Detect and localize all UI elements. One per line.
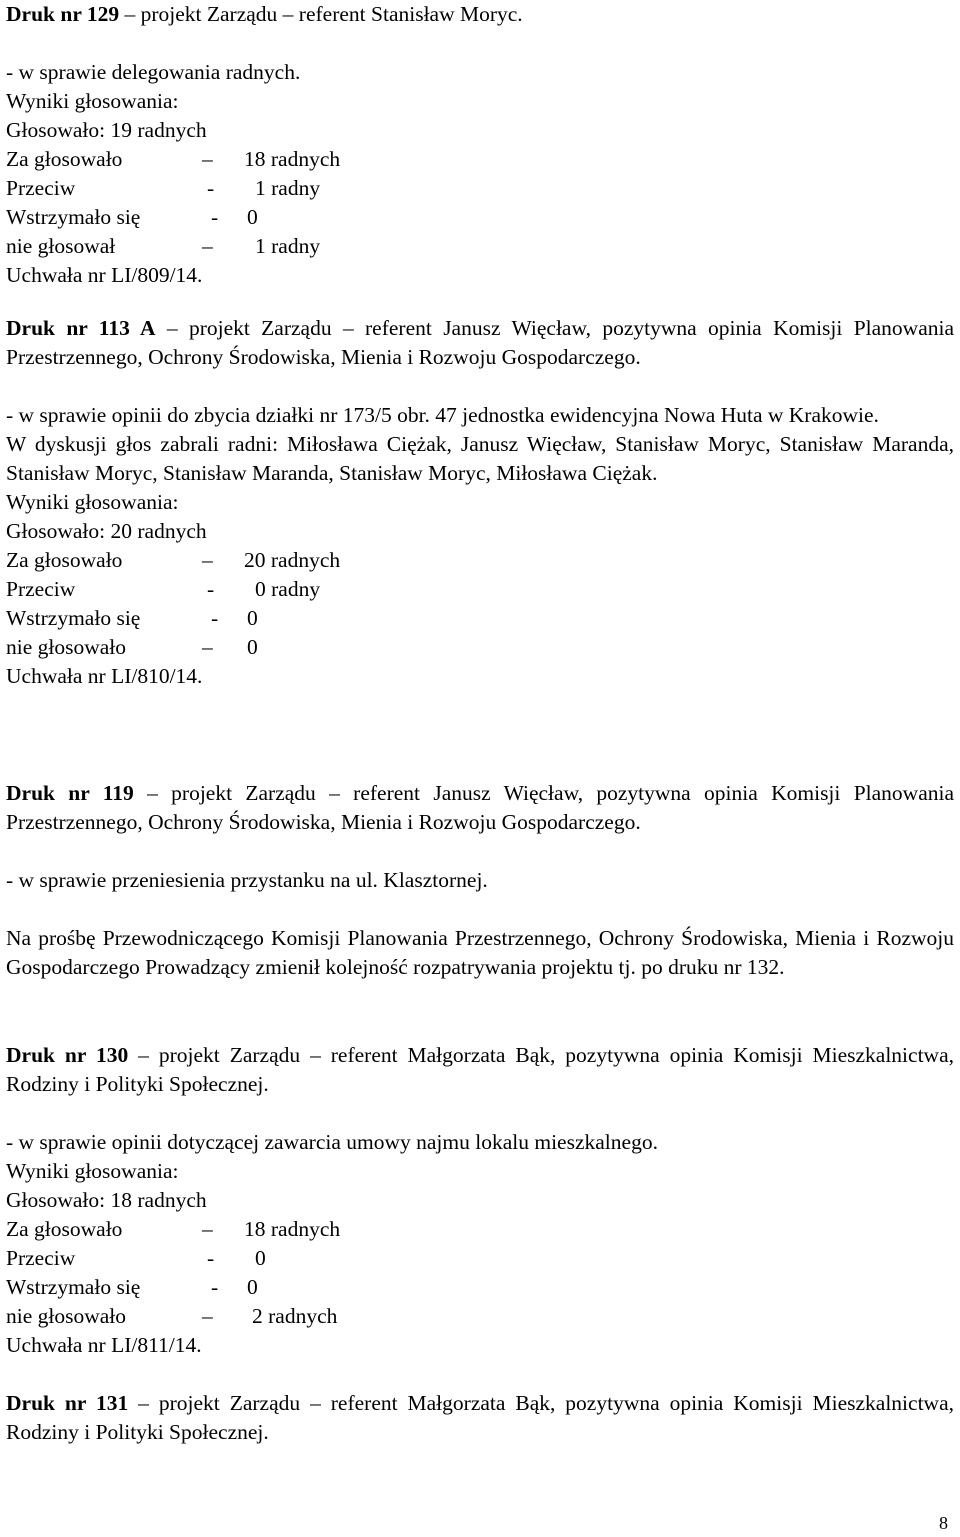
discussion: W dyskusji głos zabrali radni: Miłosława Ciężak, Janusz Więcław, Stanisław Moryc, Stanisław Maranda, Stanisław Moryc, Stanisław Maranda, Stanisław Moryc, Miłosława Ciężak. [6,432,954,485]
votes-against-row [6,174,954,203]
results-title: Wyniki głosowania: [6,89,179,113]
dash: - [211,205,219,229]
votes-for-label: Za głosowało [6,1217,123,1241]
votes-for-value: 20 radnych [244,548,341,572]
votes-total: Głosowało: 19 radnych [6,118,207,142]
page-number: 8 [939,1513,948,1533]
votes-abstain-value: 0 [247,205,258,229]
votes-none-label: nie głosował [6,234,116,258]
dash: - [211,1275,219,1299]
resolution: Uchwała nr LI/809/14. [6,263,203,287]
topic: - w sprawie przeniesienia przystanku na ul. Klasztornej. [6,868,488,892]
dash: - [207,176,215,200]
votes-abstain-row [6,604,954,633]
druk-number: Druk nr 131 [6,1391,129,1415]
votes-total: Głosowało: 20 radnych [6,519,207,543]
votes-for-label: Za głosowało [6,548,123,572]
item-header [6,0,954,29]
item-header [6,314,954,372]
druk-number: Druk nr 119 [6,781,134,805]
resolution: Uchwała nr LI/810/14. [6,664,203,688]
dash: – [202,147,213,171]
votes-none-label: nie głosowało [6,1304,127,1328]
votes-for-label: Za głosowało [6,147,123,171]
header-text: – projekt Zarządu – referent Janusz Więcław, pozytywna opinia Komisji Planowania Przestrzennego, Ochrony Środowiska, Mienia i Rozwoju Gospodarczego. [6,781,954,834]
dash: – [202,635,213,659]
druk-number: Druk nr 130 [6,1043,129,1067]
dash: – [202,234,213,258]
votes-against-label: Przeciw [6,577,76,601]
votes-abstain-label: Wstrzymało się [6,1275,141,1299]
results-title: Wyniki głosowania: [6,490,179,514]
votes-against-value: 1 radny [255,176,321,200]
item-druk-113a [6,314,954,691]
votes-none-label: nie głosowało [6,635,127,659]
dash: - [207,1246,215,1270]
druk-number: Druk nr 113 A [6,316,156,340]
item-druk-130 [6,1041,954,1360]
item-druk-129 [6,0,954,290]
votes-abstain-label: Wstrzymało się [6,606,141,630]
votes-abstain-row [6,1273,954,1302]
resolution: Uchwała nr LI/811/14. [6,1333,202,1357]
votes-for-row [6,1215,954,1244]
votes-against-label: Przeciw [6,1246,76,1270]
votes-against-row [6,1244,954,1273]
item-header [6,779,954,837]
votes-abstain-label: Wstrzymało się [6,205,141,229]
dash: - [207,577,215,601]
results-title: Wyniki głosowania: [6,1159,179,1183]
votes-for-row [6,145,954,174]
votes-against-row [6,575,954,604]
dash: – [202,1217,213,1241]
note: Na prośbę Przewodniczącego Komisji Planowania Przestrzennego, Ochrony Środowiska, Mienia i Rozwoju Gospodarczego Prowadzący zmienił kolejność rozpatrywania projektu tj. po druku nr 132. [6,926,954,979]
topic: - w sprawie opinii dotyczącej zawarcia umowy najmu lokalu mieszkalnego. [6,1130,658,1154]
dash: - [211,606,219,630]
votes-for-row [6,546,954,575]
votes-none-value: 0 [247,635,258,659]
votes-abstain-value: 0 [247,606,258,630]
votes-against-value: 0 radny [255,577,321,601]
votes-total: Głosowało: 18 radnych [6,1188,207,1212]
votes-against-label: Przeciw [6,176,76,200]
votes-none-row [6,232,954,261]
item-header [6,1389,954,1447]
topic: - w sprawie delegowania radnych. [6,60,301,84]
votes-for-value: 18 radnych [244,147,341,171]
header-text: – projekt Zarządu – referent Janusz Więcław, pozytywna opinia Komisji Planowania Przestrzennego, Ochrony Środowiska, Mienia i Rozwoju Gospodarczego. [6,316,955,369]
item-druk-119 [6,779,954,982]
header-text: – projekt Zarządu – referent Małgorzata Bąk, pozytywna opinia Komisji Mieszkalnictwa, Rodziny i Polityki Społecznej. [6,1391,954,1444]
votes-none-value: 2 radnych [252,1304,338,1328]
votes-none-row [6,633,954,662]
votes-abstain-value: 0 [247,1275,258,1299]
header-text: – projekt Zarządu – referent Małgorzata Bąk, pozytywna opinia Komisji Mieszkalnictwa, Rodziny i Polityki Społecznej. [6,1043,954,1096]
votes-none-row [6,1302,954,1331]
votes-against-value: 0 [255,1246,266,1270]
topic: - w sprawie opinii do zbycia działki nr 173/5 obr. 47 jednostka ewidencyjna Nowa Huta w Krakowie. [6,403,879,427]
votes-none-value: 1 radny [255,234,321,258]
dash: – [202,548,213,572]
votes-for-value: 18 radnych [244,1217,341,1241]
header-text: – projekt Zarządu – referent Stanisław Moryc. [119,2,523,26]
item-druk-131 [6,1389,954,1447]
votes-abstain-row [6,203,954,232]
druk-number: Druk nr 129 [6,2,120,26]
dash: – [202,1304,213,1328]
item-header [6,1041,954,1099]
